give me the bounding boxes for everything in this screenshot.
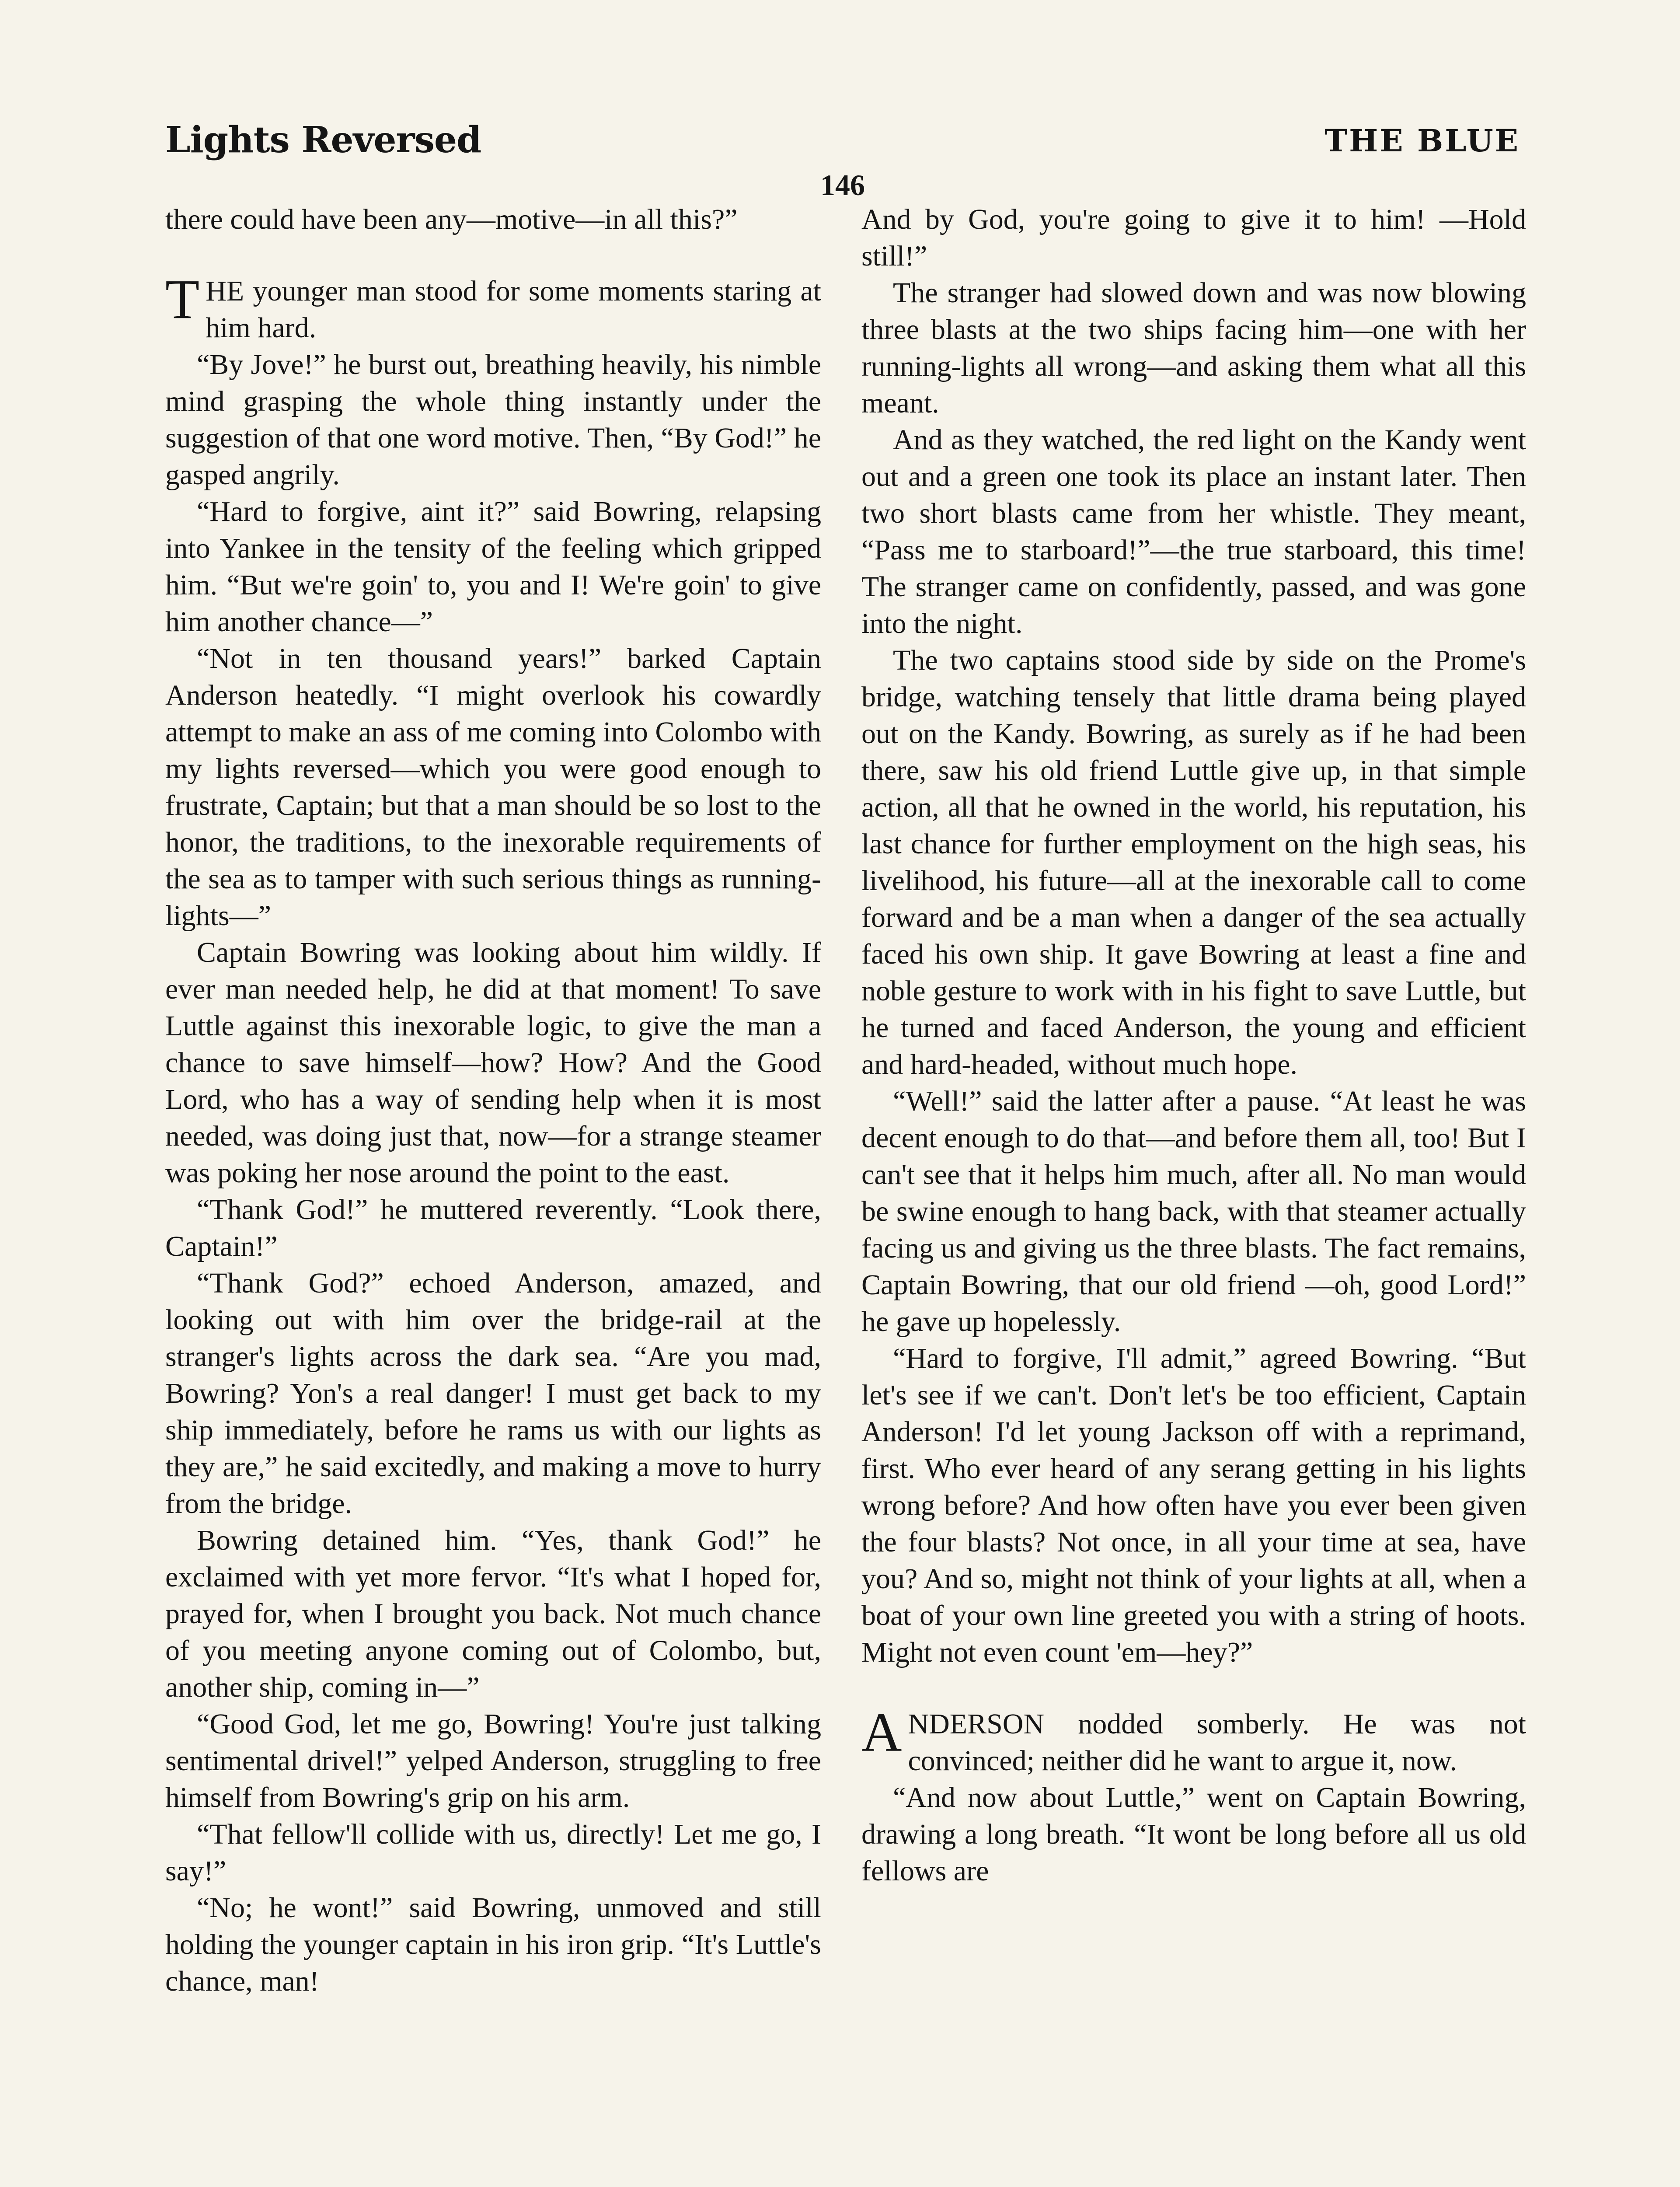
paragraph: there could have been any—motive—in all this?” (165, 203, 738, 235)
right-column (861, 201, 1526, 1890)
paragraph: Bowring detained him. “Yes, thank God!” he exclaimed with yet more fervor. “It's what I hoped for, prayed for, when I brought you back. Not much chance of you meeting anyone coming out of Colombo, but, another ship, coming in—” (165, 1524, 821, 1703)
page-number: 146 (820, 168, 865, 202)
paragraph: “By Jove!” he burst out, breathing heavily, his nimble mind grasping the whole thing instantly under the suggestion of that one word motive. Then, “By God!” he gasped angrily. (165, 349, 821, 491)
paragraph: The stranger had slowed down and was now blowing three blasts at the two ships facing him—one with her running-lights all wrong—and asking them what all this meant. (861, 277, 1526, 419)
paragraph: “No; he wont!” said Bowring, unmoved and still holding the younger captain in his iron grip. “It's Luttle's chance, man! (165, 1892, 821, 1997)
drop-cap: A (861, 1701, 902, 1763)
paragraph: “Not in ten thousand years!” barked Captain Anderson heatedly. “I might overlook his cowardly attempt to make an ass of me coming into Colombo with my lights reversed—which you were good enough to frustrate, Captain; but that a man should be so lost to the honor, the traditions, to the inexorable requirements of the sea as to tamper with such serious things as running-lights—” (165, 643, 821, 932)
paragraph: “Good God, let me go, Bowring! You're just talking sentimental drivel!” yelped Anderson, struggling to free himself from Bowring's grip on his arm. (165, 1708, 821, 1813)
section-start-paragraph (861, 1701, 1526, 1779)
running-title: Lights Reversed (165, 119, 481, 161)
paragraph-text: HE younger man stood for some moments staring at him hard. (206, 275, 821, 344)
page-header (165, 119, 1520, 202)
magazine-title: THE BLUE (1324, 122, 1520, 159)
paragraph: The two captains stood side by side on the Prome's bridge, watching tensely that little drama being played out on the Kandy. Bowring, as surely as if he had been there, saw his old friend Luttle give up, in that simple action, all that he owned in the world, his reputation, his last chance for further employment on the high seas, his livelihood, his future—all at the inexorable call to come forward and be a man when a danger of the sea actually faced his own ship. It gave Bowring at least a fine and noble gesture to work with in his fight to save Luttle, but he turned and faced Anderson, the young and efficient and hard-headed, without much hope. (861, 644, 1526, 1080)
paragraph: “And now about Luttle,” went on Captain Bowring, drawing a long breath. “It wont be long before all us old fellows are (861, 1782, 1526, 1887)
section-start-paragraph (165, 268, 821, 346)
paragraph: “Hard to forgive, aint it?” said Bowring, relapsing into Yankee in the tensity of the feeling which gripped him. “But we're goin' to, you and I! We're goin' to give him another chance—” (165, 496, 821, 638)
paragraph: “Hard to forgive, I'll admit,” agreed Bowring. “But let's see if we can't. Don't let's be too efficient, Captain Anderson! I'd let young Jackson off with a reprimand, first. Who ever heard of any serang getting in his lights wrong before? And how often have you ever been given the four blasts? Not once, in all your time at sea, have you? And so, might not think of your lights at all, when a boat of your own line greeted you with a string of hoots. Might not even count 'em—hey?” (861, 1342, 1526, 1668)
paragraph-text: NDERSON nodded somberly. He was not convinced; neither did he want to argue it, now. (908, 1708, 1526, 1777)
paragraph: “Thank God?” echoed Anderson, amazed, and looking out with him over the bridge-rail at the stranger's lights across the dark sea. “Are you mad, Bowring? Yon's a real danger! I must get back to my ship immediately, before he rams us with our lights as they are,” he said excitedly, and making a move to hurry from the bridge. (165, 1267, 821, 1520)
left-column (165, 201, 821, 2000)
drop-cap: T (165, 268, 200, 330)
paragraph: And by God, you're going to give it to him! —Hold still!” (861, 203, 1526, 272)
paragraph: “That fellow'll collide with us, directly! Let me go, I say!” (165, 1818, 821, 1887)
paragraph: “Thank God!” he muttered reverently. “Look there, Captain!” (165, 1194, 821, 1262)
paragraph: And as they watched, the red light on the Kandy went out and a green one took its place an instant later. Then two short blasts came from her whistle. They meant, “Pass me to starboard!”—the true starboard, this time! The stranger came on confidently, passed, and was gone into the night. (861, 424, 1526, 639)
paragraph: “Well!” said the latter after a pause. “At least he was decent enough to do that—and before them all, too! But I can't see that it helps him much, after all. No man would be swine enough to hang back, with that steamer actually facing us and giving us the three blasts. The fact remains, Captain Bowring, that our old friend —oh, good Lord!” he gave up hopelessly. (861, 1085, 1526, 1338)
paragraph: Captain Bowring was looking about him wildly. If ever man needed help, he did at that moment! To save Luttle against this inexorable logic, to give the man a chance to save himself—how? How? And the Good Lord, who has a way of sending help when it is most needed, was doing just that, now—for a strange steamer was poking her nose around the point to the east. (165, 936, 821, 1189)
